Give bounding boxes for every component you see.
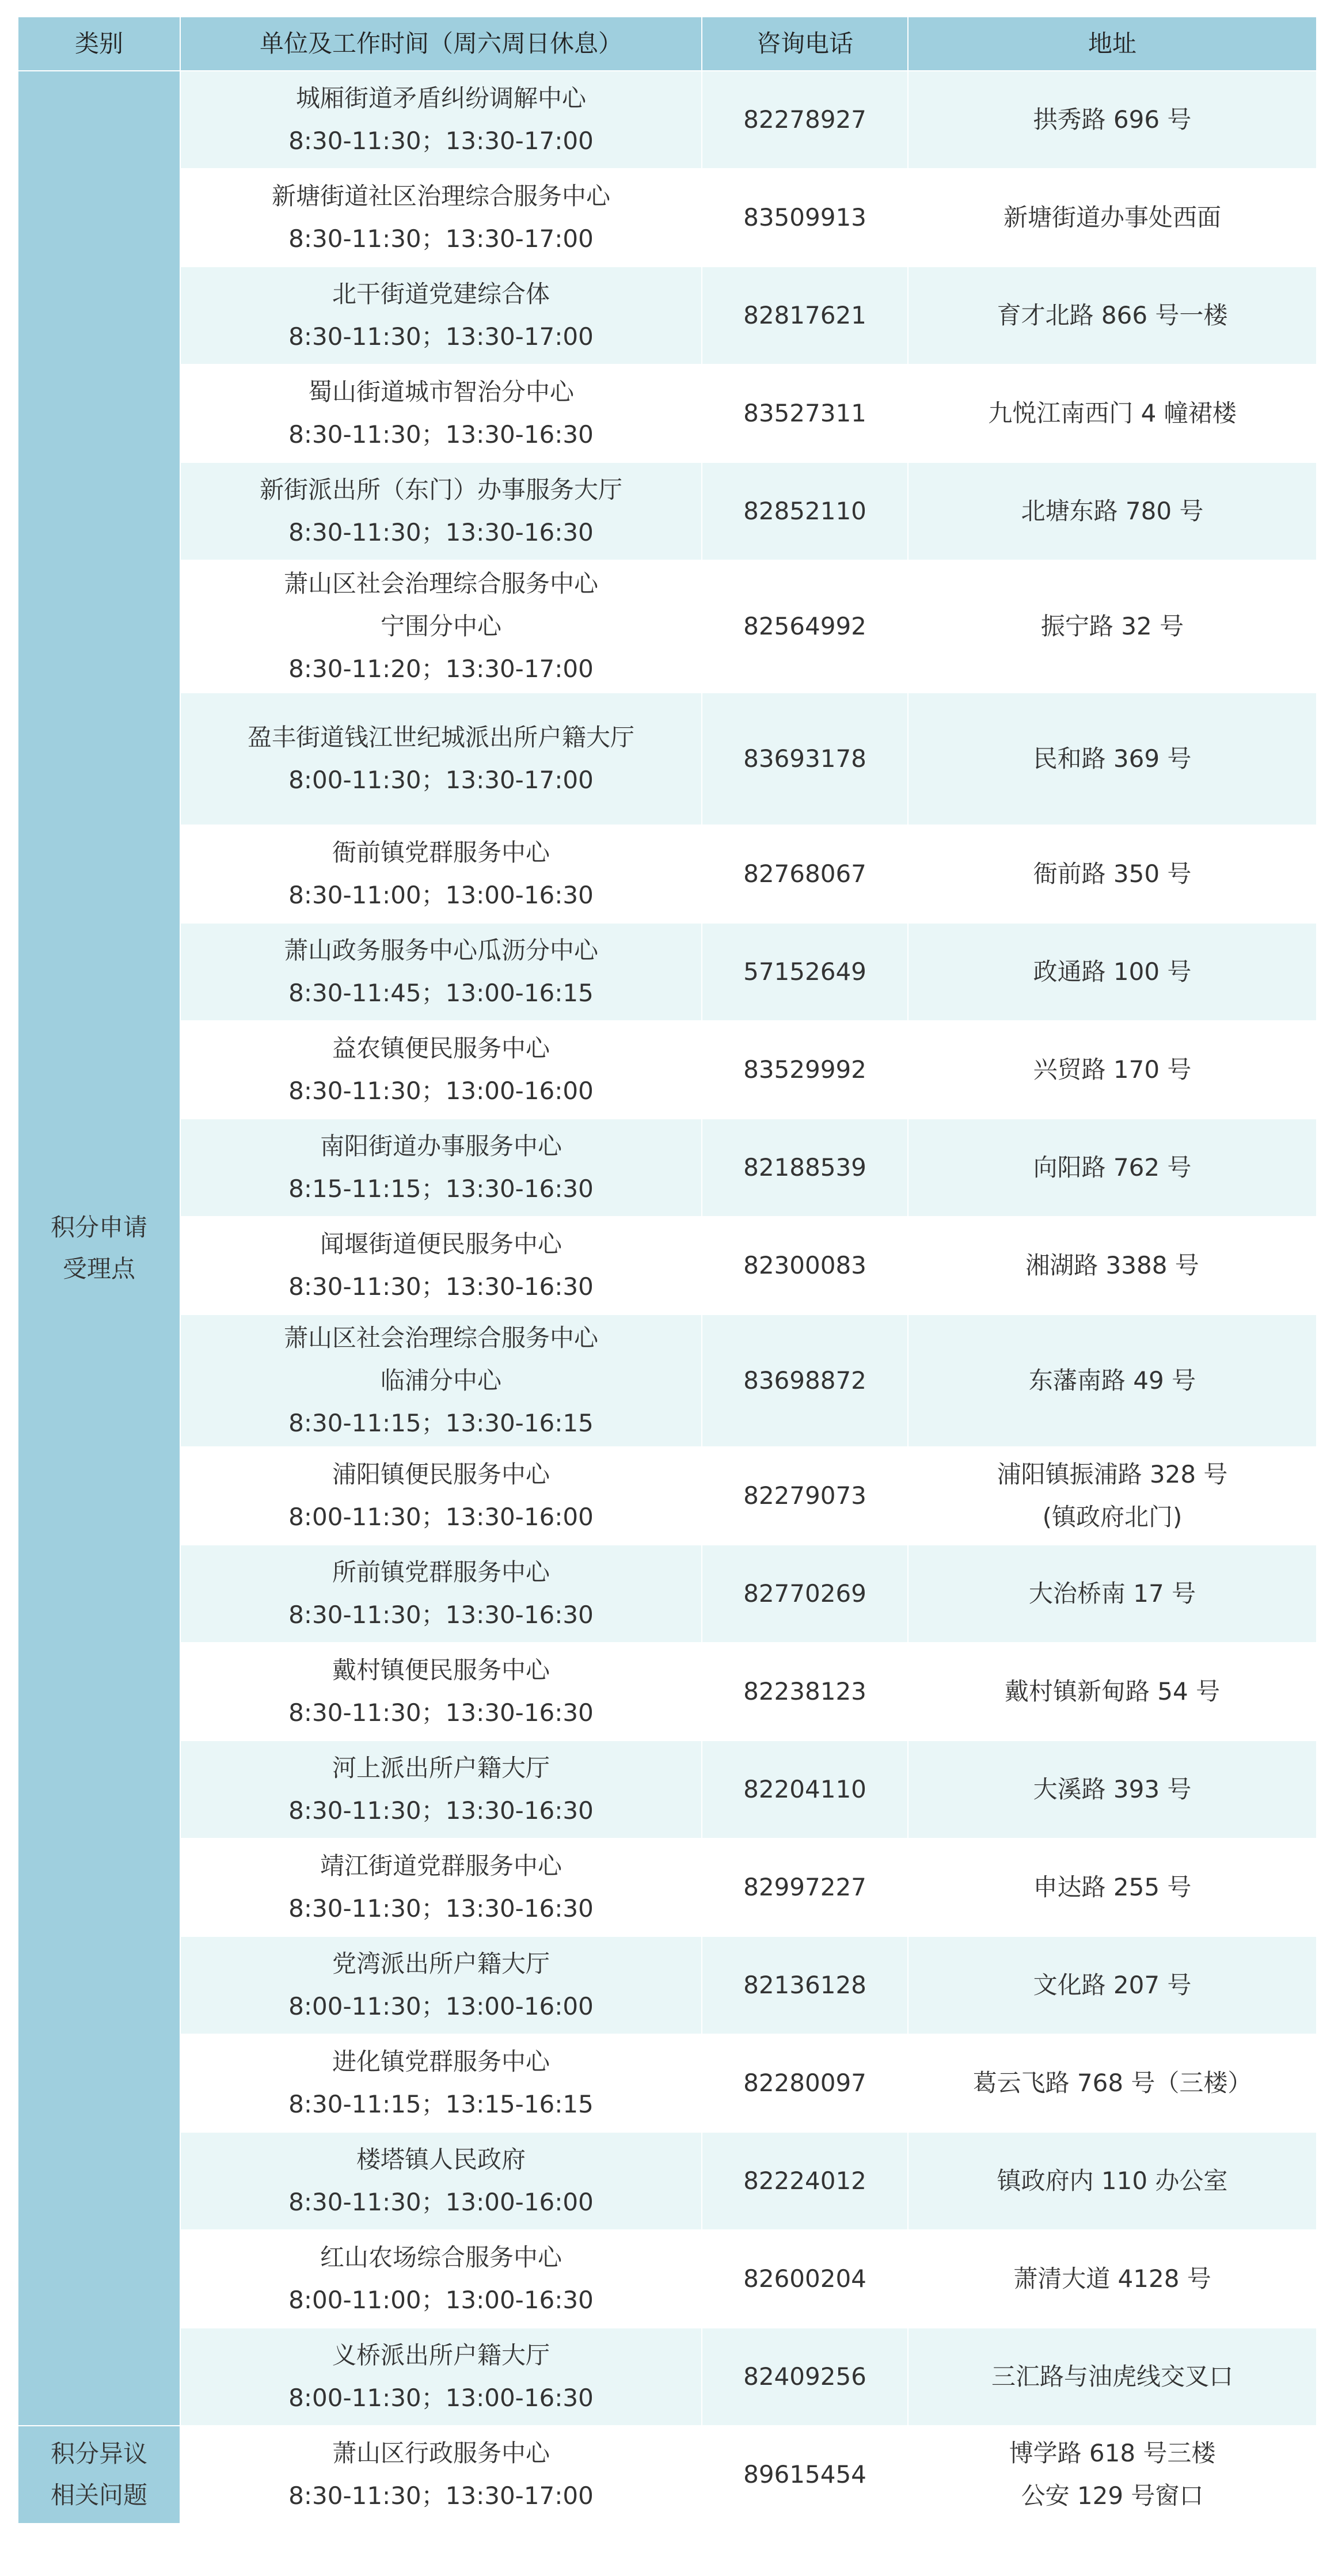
table-row (18, 2328, 1317, 2426)
unit-hours-line: 8:30-11:30；13:30-17:00 (288, 225, 594, 253)
unit-hours-line: 城厢街道矛盾纠纷调解中心 (295, 84, 586, 112)
unit-hours-line: 靖江街道党群服务中心 (320, 1852, 562, 1880)
unit-hours-line: 衙前镇党群服务中心 (332, 838, 550, 867)
table-row (18, 1021, 1317, 1119)
unit-hours-line: 8:30-11:30；13:30-16:30 (288, 1272, 594, 1301)
address-line: 新塘街道办事处西面 (1003, 203, 1221, 231)
table-row (18, 1936, 1317, 2034)
unit-hours-line: 党湾派出所户籍大厅 (332, 1950, 550, 1978)
unit-hours-line: 浦阳镇便民服务中心 (332, 1460, 550, 1488)
phone-cell: 82204110 (702, 1741, 908, 1838)
unit-hours-cell (180, 1741, 702, 1838)
address-cell (908, 71, 1317, 169)
phone-cell: 83529992 (702, 1021, 908, 1119)
address-cell (908, 169, 1317, 267)
phone-cell: 82852110 (702, 462, 908, 560)
phone-cell: 82409256 (702, 2328, 908, 2426)
unit-hours-line: 蜀山街道城市智治分中心 (307, 378, 574, 406)
phone-cell: 83509913 (702, 169, 908, 267)
address-line: 拱秀路 696 号 (1033, 105, 1192, 134)
category-cell (18, 2426, 180, 2524)
unit-hours-line: 新塘街道社区治理综合服务中心 (271, 182, 610, 210)
address-cell (908, 825, 1317, 923)
unit-hours-cell (180, 169, 702, 267)
address-line: 育才北路 866 号一楼 (997, 301, 1228, 329)
unit-hours-line: 8:30-11:30；13:30-16:30 (288, 1894, 594, 1922)
unit-hours-line: 8:30-11:30；13:30-16:30 (288, 1699, 594, 1727)
unit-hours-cell (180, 825, 702, 923)
table-row (18, 364, 1317, 462)
unit-hours-line: 闻堰街道便民服务中心 (320, 1230, 562, 1258)
unit-hours-cell (180, 1217, 702, 1314)
address-line: 三汇路与油虎线交叉口 (991, 2362, 1233, 2391)
address-line: 博学路 618 号三楼 (1009, 2439, 1216, 2467)
table-row (18, 169, 1317, 267)
table-row (18, 1545, 1317, 1643)
table-row (18, 560, 1317, 693)
table-row (18, 1741, 1317, 1838)
table-row (18, 825, 1317, 923)
unit-hours-line: 8:30-11:00；13:00-16:30 (288, 881, 594, 909)
phone-cell: 82997227 (702, 1838, 908, 1936)
address-cell (908, 1936, 1317, 2034)
address-line: 申达路 255 号 (1033, 1873, 1192, 1901)
unit-hours-cell (180, 1838, 702, 1936)
unit-hours-line: 8:30-11:30；13:30-17:00 (288, 2482, 594, 2510)
address-cell (908, 1314, 1317, 1447)
address-cell (908, 2132, 1317, 2230)
address-cell (908, 923, 1317, 1021)
address-line: 葛云飞路 768 号（三楼） (972, 2069, 1252, 2097)
phone-cell: 89615454 (702, 2426, 908, 2524)
table-row (18, 2034, 1317, 2132)
unit-hours-line: 河上派出所户籍大厅 (332, 1754, 550, 1782)
phone-cell: 82224012 (702, 2132, 908, 2230)
phone-cell: 82188539 (702, 1119, 908, 1217)
address-line: 镇政府内 110 办公室 (997, 2167, 1228, 2195)
address-line: 大溪路 393 号 (1033, 1775, 1192, 1803)
address-line: 衙前路 350 号 (1033, 860, 1192, 888)
table-row (18, 1447, 1317, 1545)
unit-hours-line: 8:00-11:30；13:30-16:00 (288, 1503, 594, 1531)
unit-hours-line: 临浦分中心 (380, 1366, 501, 1395)
unit-hours-line: 8:30-11:30；13:30-17:00 (288, 322, 594, 351)
unit-hours-line: 宁围分中心 (380, 612, 501, 640)
address-cell (908, 1217, 1317, 1314)
unit-hours-line: 8:00-11:30；13:00-16:30 (288, 2384, 594, 2412)
unit-hours-cell (180, 2426, 702, 2524)
address-cell (908, 364, 1317, 462)
address-line: 政通路 100 号 (1033, 958, 1192, 986)
address-line: (镇政府北门) (1042, 1503, 1183, 1531)
header-phone: 咨询电话 (702, 17, 908, 71)
unit-hours-line: 8:30-11:20；13:30-17:00 (288, 655, 594, 683)
address-cell (908, 1447, 1317, 1545)
address-cell (908, 1838, 1317, 1936)
service-points-table (17, 16, 1317, 2524)
unit-hours-line: 义桥派出所户籍大厅 (332, 2341, 550, 2369)
phone-cell: 82300083 (702, 1217, 908, 1314)
unit-hours-line: 8:30-11:30；13:30-16:30 (288, 1796, 594, 1825)
unit-hours-line: 益农镇便民服务中心 (332, 1034, 550, 1062)
unit-hours-line: 8:30-11:15；13:30-16:15 (288, 1409, 594, 1437)
unit-hours-line: 盈丰街道钱江世纪城派出所户籍大厅 (247, 723, 634, 751)
unit-hours-cell (180, 364, 702, 462)
unit-hours-line: 8:30-11:30；13:30-16:30 (288, 420, 594, 449)
category-label: 受理点 (62, 1255, 135, 1283)
unit-hours-cell (180, 2328, 702, 2426)
category-cell (18, 71, 180, 2426)
unit-hours-line: 8:30-11:30；13:30-17:00 (288, 127, 594, 155)
unit-hours-cell (180, 462, 702, 560)
unit-hours-line: 8:00-11:00；13:00-16:30 (288, 2286, 594, 2314)
table-row (18, 462, 1317, 560)
category-label: 相关问题 (50, 2481, 147, 2509)
unit-hours-cell (180, 1643, 702, 1741)
phone-cell: 82600204 (702, 2230, 908, 2328)
address-line: 湘湖路 3388 号 (1025, 1251, 1199, 1279)
category-label: 积分异议 (50, 2440, 147, 2468)
unit-hours-cell (180, 1447, 702, 1545)
table-row (18, 1119, 1317, 1217)
table-row (18, 267, 1317, 364)
address-cell (908, 462, 1317, 560)
unit-hours-line: 8:30-11:30；13:30-16:30 (288, 1601, 594, 1629)
table-row (18, 1643, 1317, 1741)
address-line: 公安 129 号窗口 (1021, 2482, 1204, 2510)
table-row (18, 2426, 1317, 2524)
header-unit-hours: 单位及工作时间（周六周日休息） (180, 17, 702, 71)
unit-hours-cell (180, 267, 702, 364)
table-header-row (18, 17, 1317, 71)
address-line: 东藩南路 49 号 (1028, 1366, 1196, 1395)
header-address: 地址 (908, 17, 1317, 71)
category-label: 积分申请 (50, 1213, 147, 1241)
phone-cell: 82136128 (702, 1936, 908, 2034)
unit-hours-line: 8:30-11:30；13:30-16:30 (288, 518, 594, 546)
address-line: 民和路 369 号 (1033, 744, 1192, 773)
unit-hours-cell (180, 1119, 702, 1217)
unit-hours-line: 北干街道党建综合体 (332, 280, 550, 308)
phone-cell: 83693178 (702, 693, 908, 825)
address-cell (908, 560, 1317, 693)
table-row (18, 71, 1317, 169)
table-row (18, 693, 1317, 825)
phone-cell: 82564992 (702, 560, 908, 693)
header-category: 类别 (18, 17, 180, 71)
address-line: 文化路 207 号 (1033, 1971, 1192, 1999)
address-cell (908, 1741, 1317, 1838)
phone-cell: 83527311 (702, 364, 908, 462)
unit-hours-line: 8:30-11:30；13:00-16:00 (288, 2188, 594, 2216)
phone-cell: 82278927 (702, 71, 908, 169)
phone-cell: 82279073 (702, 1447, 908, 1545)
address-line: 振宁路 32 号 (1040, 612, 1184, 640)
address-cell (908, 1021, 1317, 1119)
unit-hours-line: 所前镇党群服务中心 (332, 1558, 550, 1586)
unit-hours-cell (180, 693, 702, 825)
unit-hours-cell (180, 1936, 702, 2034)
phone-cell: 82817621 (702, 267, 908, 364)
address-line: 萧清大道 4128 号 (1013, 2265, 1211, 2293)
unit-hours-line: 8:15-11:15；13:30-16:30 (288, 1175, 594, 1203)
unit-hours-line: 南阳街道办事服务中心 (320, 1132, 562, 1160)
phone-cell: 82770269 (702, 1545, 908, 1643)
unit-hours-line: 8:00-11:30；13:00-16:00 (288, 1992, 594, 2020)
phone-cell: 82768067 (702, 825, 908, 923)
unit-hours-cell (180, 923, 702, 1021)
table-row (18, 2132, 1317, 2230)
unit-hours-line: 8:30-11:15；13:15-16:15 (288, 2090, 594, 2118)
table-row (18, 1217, 1317, 1314)
address-cell (908, 2328, 1317, 2426)
phone-cell: 82238123 (702, 1643, 908, 1741)
phone-cell: 82280097 (702, 2034, 908, 2132)
unit-hours-line: 新街派出所（东门）办事服务大厅 (259, 476, 622, 504)
address-line: 戴村镇新甸路 54 号 (1004, 1677, 1221, 1705)
unit-hours-cell (180, 71, 702, 169)
address-cell (908, 1119, 1317, 1217)
unit-hours-cell (180, 560, 702, 693)
phone-cell: 83698872 (702, 1314, 908, 1447)
unit-hours-cell (180, 1545, 702, 1643)
table-row (18, 1314, 1317, 1447)
address-cell (908, 2230, 1317, 2328)
unit-hours-line: 萧山政务服务中心瓜沥分中心 (283, 936, 598, 964)
address-line: 大治桥南 17 号 (1028, 1579, 1196, 1608)
unit-hours-line: 萧山区行政服务中心 (332, 2439, 550, 2467)
unit-hours-cell (180, 2034, 702, 2132)
table-row (18, 923, 1317, 1021)
table-row (18, 2230, 1317, 2328)
unit-hours-cell (180, 2132, 702, 2230)
address-cell (908, 1643, 1317, 1741)
unit-hours-cell (180, 1314, 702, 1447)
address-line: 北塘东路 780 号 (1021, 497, 1204, 525)
address-cell (908, 2426, 1317, 2524)
address-line: 九悦江南西门 4 幢裙楼 (988, 399, 1237, 427)
address-cell (908, 267, 1317, 364)
unit-hours-line: 8:30-11:30；13:00-16:00 (288, 1077, 594, 1105)
phone-cell: 57152649 (702, 923, 908, 1021)
unit-hours-cell (180, 2230, 702, 2328)
address-cell (908, 2034, 1317, 2132)
address-line: 向阳路 762 号 (1033, 1153, 1192, 1181)
address-cell (908, 1545, 1317, 1643)
address-cell (908, 693, 1317, 825)
unit-hours-line: 戴村镇便民服务中心 (332, 1656, 550, 1684)
unit-hours-line: 8:30-11:45；13:00-16:15 (288, 979, 594, 1007)
unit-hours-line: 萧山区社会治理综合服务中心 (283, 1324, 598, 1352)
address-line: 兴贸路 170 号 (1033, 1055, 1192, 1084)
unit-hours-line: 楼塔镇人民政府 (356, 2145, 526, 2174)
table-row (18, 1838, 1317, 1936)
unit-hours-cell (180, 1021, 702, 1119)
unit-hours-line: 萧山区社会治理综合服务中心 (283, 569, 598, 598)
unit-hours-line: 红山农场综合服务中心 (320, 2243, 562, 2271)
unit-hours-line: 8:00-11:30；13:30-17:00 (288, 766, 594, 794)
address-line: 浦阳镇振浦路 328 号 (997, 1460, 1228, 1488)
unit-hours-line: 进化镇党群服务中心 (332, 2047, 550, 2076)
